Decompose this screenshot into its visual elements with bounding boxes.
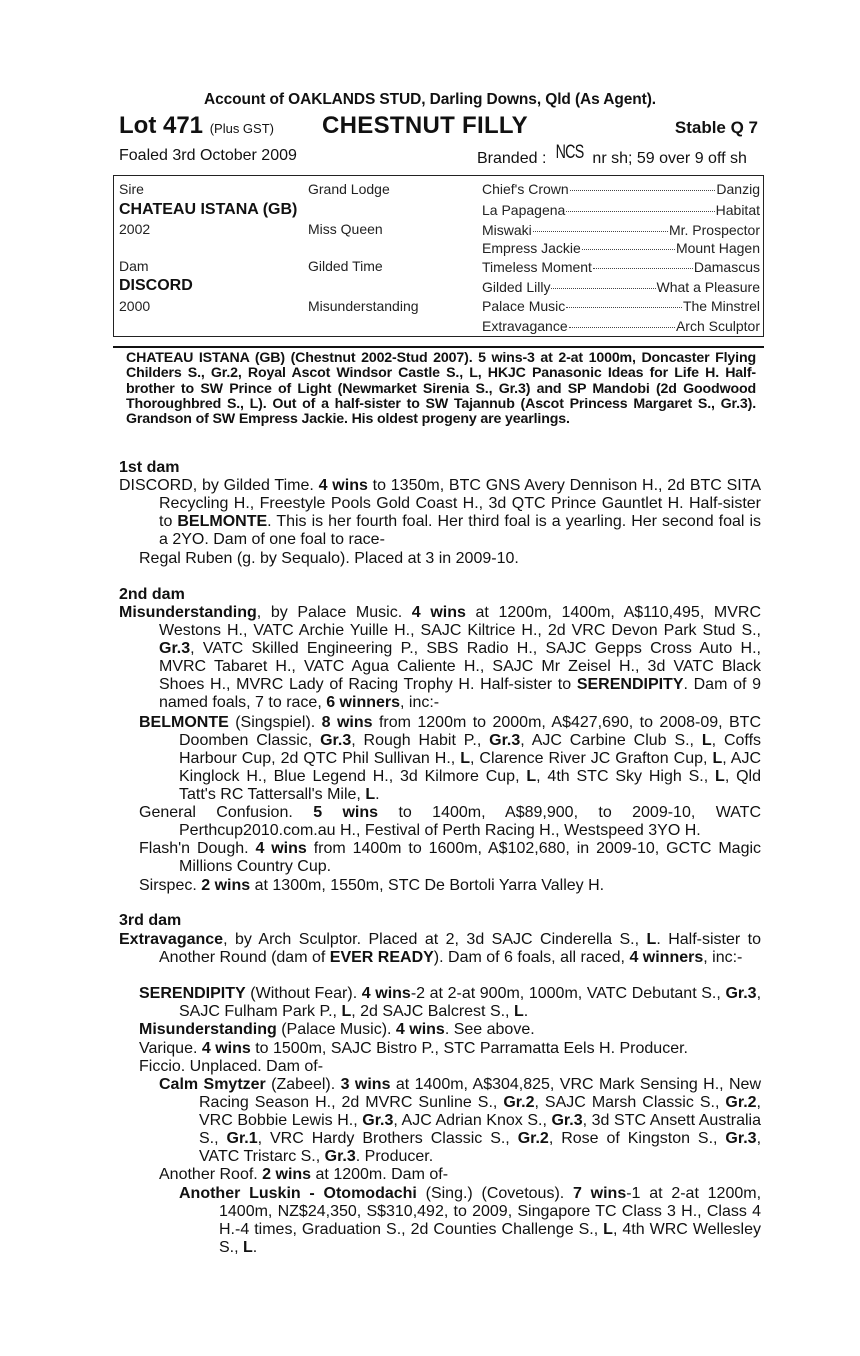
grandparent-left: La Papagena: [482, 202, 566, 218]
progeny-entry: Sirspec. 2 wins at 1300m, 1550m, STC De Bortoli Yarra Valley H.: [139, 877, 605, 894]
grandparent-right: Danzig: [716, 181, 760, 197]
lot-number: [119, 112, 274, 140]
dam-dam: Misunderstanding: [308, 298, 419, 314]
sire-sire: Grand Lodge: [308, 181, 390, 197]
dam-label: Dam: [119, 258, 149, 274]
second-dam-heading: 2nd dam: [119, 586, 185, 603]
sire-note: CHATEAU ISTANA (GB) (Chestnut 2002-Stud 2007). 5 wins-3 at 2-at 1000m, Doncaster Flying Childers S., Gr.2, Royal Ascot Windsor Castle S., L, HKJC Panasonic Ideas for Life H. Half-brother to SW Prince of Light (Newmarket Sirenia S., Gr.3) and SP Mandobi (2d Goodwood Thoroughbred S., L). Out of a half-sister to SW Tajannub (Ascot Princess Margaret S., Gr.3). Grandson of SW Empress Jackie. His oldest progeny are yearlings.: [126, 350, 756, 428]
lot-title: CHESTNUT FILLY: [322, 112, 528, 139]
progeny-entry: Regal Ruben (g. by Sequalo). Placed at 3 in 2009-10.: [139, 550, 519, 567]
sire-dam: Miss Queen: [308, 221, 383, 237]
stable-location: Stable Q 7: [674, 118, 758, 137]
lot-gst: (Plus GST): [209, 121, 274, 136]
dam-year: 2000: [119, 298, 151, 314]
branded-line: [477, 142, 747, 169]
branded-suffix: nr sh; 59 over 9 off sh: [592, 150, 747, 167]
third-dam-paragraph: Extravagance, by Arch Sculptor. Placed at 2, 3d SAJC Cinderella S., L. Half-sister to Another Round (dam of EVER READY). Dam of 6 foals, all raced, 4 winners, inc:-: [119, 931, 762, 966]
third-dam-heading: 3rd dam: [119, 912, 182, 929]
progeny-entry: Varique. 4 wins to 1500m, SAJC Bistro P., STC Parramatta Eels H. Producer.: [139, 1040, 688, 1057]
sire-label: Sire: [119, 181, 144, 197]
grandparent-row: [482, 181, 760, 197]
vendor-account: Account of OAKLANDS STUD, Darling Downs, Qld (As Agent).: [204, 91, 656, 108]
branded-prefix: Branded :: [477, 150, 547, 167]
progeny-entry: General Confusion. 5 wins to 1400m, A$89,900, to 2009-10, WATC Perthcup2010.com.au H., Festival of Perth Racing H., Westspeed 3YO H.: [139, 804, 762, 839]
lot-label: Lot 471: [119, 112, 204, 139]
grandparent-left: Extravagance: [482, 318, 568, 334]
progeny-entry: SERENDIPITY (Without Fear). 4 wins-2 at 2-at 900m, 1000m, VATC Debutant S., Gr.3, SAJC Fulham Park P., L, 2d SAJC Balcrest S., L.: [139, 985, 762, 1020]
grandparent-row: [482, 222, 760, 238]
grandparent-right: What a Pleasure: [656, 279, 760, 295]
sire-year: 2002: [119, 221, 151, 237]
grandparent-row: [482, 240, 760, 256]
progeny-entry: Misunderstanding (Palace Music). 4 wins. See above.: [139, 1021, 535, 1038]
progeny-entry: Ficcio. Unplaced. Dam of-: [139, 1058, 324, 1075]
grandparent-right: Damascus: [693, 259, 760, 275]
grandprogeny-entry: Calm Smytzer (Zabeel). 3 wins at 1400m, A$304,825, VRC Mark Sensing H., New Racing Season H., 2d MVRC Sunline S., Gr.2, SAJC Marsh Classic S., Gr.2, VRC Bobbie Lewis H., Gr.3, AJC Adrian Knox S., Gr.3, 3d STC Ansett Australia S., Gr.1, VRC Hardy Brothers Classic S., Gr.2, Rose of Kingston S., Gr.3, VATC Tristarc S., Gr.3. Producer.: [159, 1076, 762, 1165]
grandparent-left: Timeless Moment: [482, 259, 592, 275]
second-dam-paragraph: Misunderstanding, by Palace Music. 4 wins at 1200m, 1400m, A$110,495, MVRC Westons H., VATC Archie Yuille H., SAJC Kiltrice H., 2d VRC Devon Park Stud S., Gr.3, VATC Skilled Engineering P., SBS Radio H., SAJC Gepps Cross Auto H., MVRC Tabaret H., VATC Agua Caliente H., SAJC Mr Zeisel H., 3d VATC Black Shoes H., MVRC Lady of Racing Trophy H. Half-sister to SERENDIPITY. Dam of 9 named foals, 7 to race, 6 winners, inc:-: [119, 604, 762, 711]
dam-name: DISCORD: [119, 277, 193, 294]
grandparent-left: Empress Jackie: [482, 240, 581, 256]
grandparent-right: Mount Hagen: [675, 240, 760, 256]
grandparent-row: [482, 318, 760, 334]
sire-name: CHATEAU ISTANA (GB): [119, 201, 298, 218]
grandparent-left: Chief's Crown: [482, 181, 569, 197]
grandparent-left: Miswaki: [482, 222, 532, 238]
grandparent-right: The Minstrel: [682, 298, 760, 314]
grandparent-left: Palace Music: [482, 298, 566, 314]
brand-mark: NCS: [555, 142, 584, 163]
grandparent-row: [482, 279, 760, 295]
foaled-date: Foaled 3rd October 2009: [119, 147, 297, 164]
lot-header: [119, 112, 764, 140]
sire-note-box: [113, 346, 764, 450]
grandparent-row: [482, 259, 760, 275]
first-dam-heading: 1st dam: [119, 459, 180, 476]
progeny-entry: BELMONTE (Singspiel). 8 wins from 1200m to 2000m, A$427,690, to 2008-09, BTC Doomben Classic, Gr.3, Rough Habit P., Gr.3, AJC Carbine Club S., L, Coffs Harbour Cup, 2d QTC Phil Sullivan H., L, Clarence River JC Grafton Cup, L, AJC Kinglock H., Blue Legend H., 3d Kilmore Cup, L, 4th STC Sky High S., L, Qld Tatt's RC Tattersall's Mile, L.: [139, 714, 762, 803]
progeny-entry: Flash'n Dough. 4 wins from 1400m to 1600m, A$102,680, in 2009-10, GCTC Magic Millions Country Cup.: [139, 840, 762, 875]
grandparent-row: [482, 298, 760, 314]
first-dam-paragraph: DISCORD, by Gilded Time. 4 wins to 1350m, BTC GNS Avery Dennison H., 2d BTC SITA Recycling H., Freestyle Pools Gold Coast H., 3d QTC Prince Gauntlet H. Half-sister to BELMONTE. This is her fourth foal. Her third foal is a yearling. Her second foal is a 2YO. Dam of one foal to race-: [119, 477, 762, 548]
grandparent-right: Habitat: [715, 202, 760, 218]
grandparent-row: [482, 202, 760, 218]
grandparent-left: Gilded Lilly: [482, 279, 551, 295]
pedigree-table: [113, 175, 764, 337]
great-grandprogeny-entry: Another Luskin - Otomodachi (Sing.) (Covetous). 7 wins-1 at 2-at 1200m, 1400m, NZ$24,350, S$310,492, to 2009, Singapore TC Class 3 H., Class 4 H.-4 times, Graduation S., 2d Counties Challenge S., L, 4th WRC Wellesley S., L.: [179, 1185, 762, 1256]
grandparent-right: Arch Sculptor: [675, 318, 760, 334]
grandparent-right: Mr. Prospector: [668, 222, 760, 238]
grandprogeny-entry: Another Roof. 2 wins at 1200m. Dam of-: [159, 1166, 449, 1183]
dam-sire: Gilded Time: [308, 258, 383, 274]
